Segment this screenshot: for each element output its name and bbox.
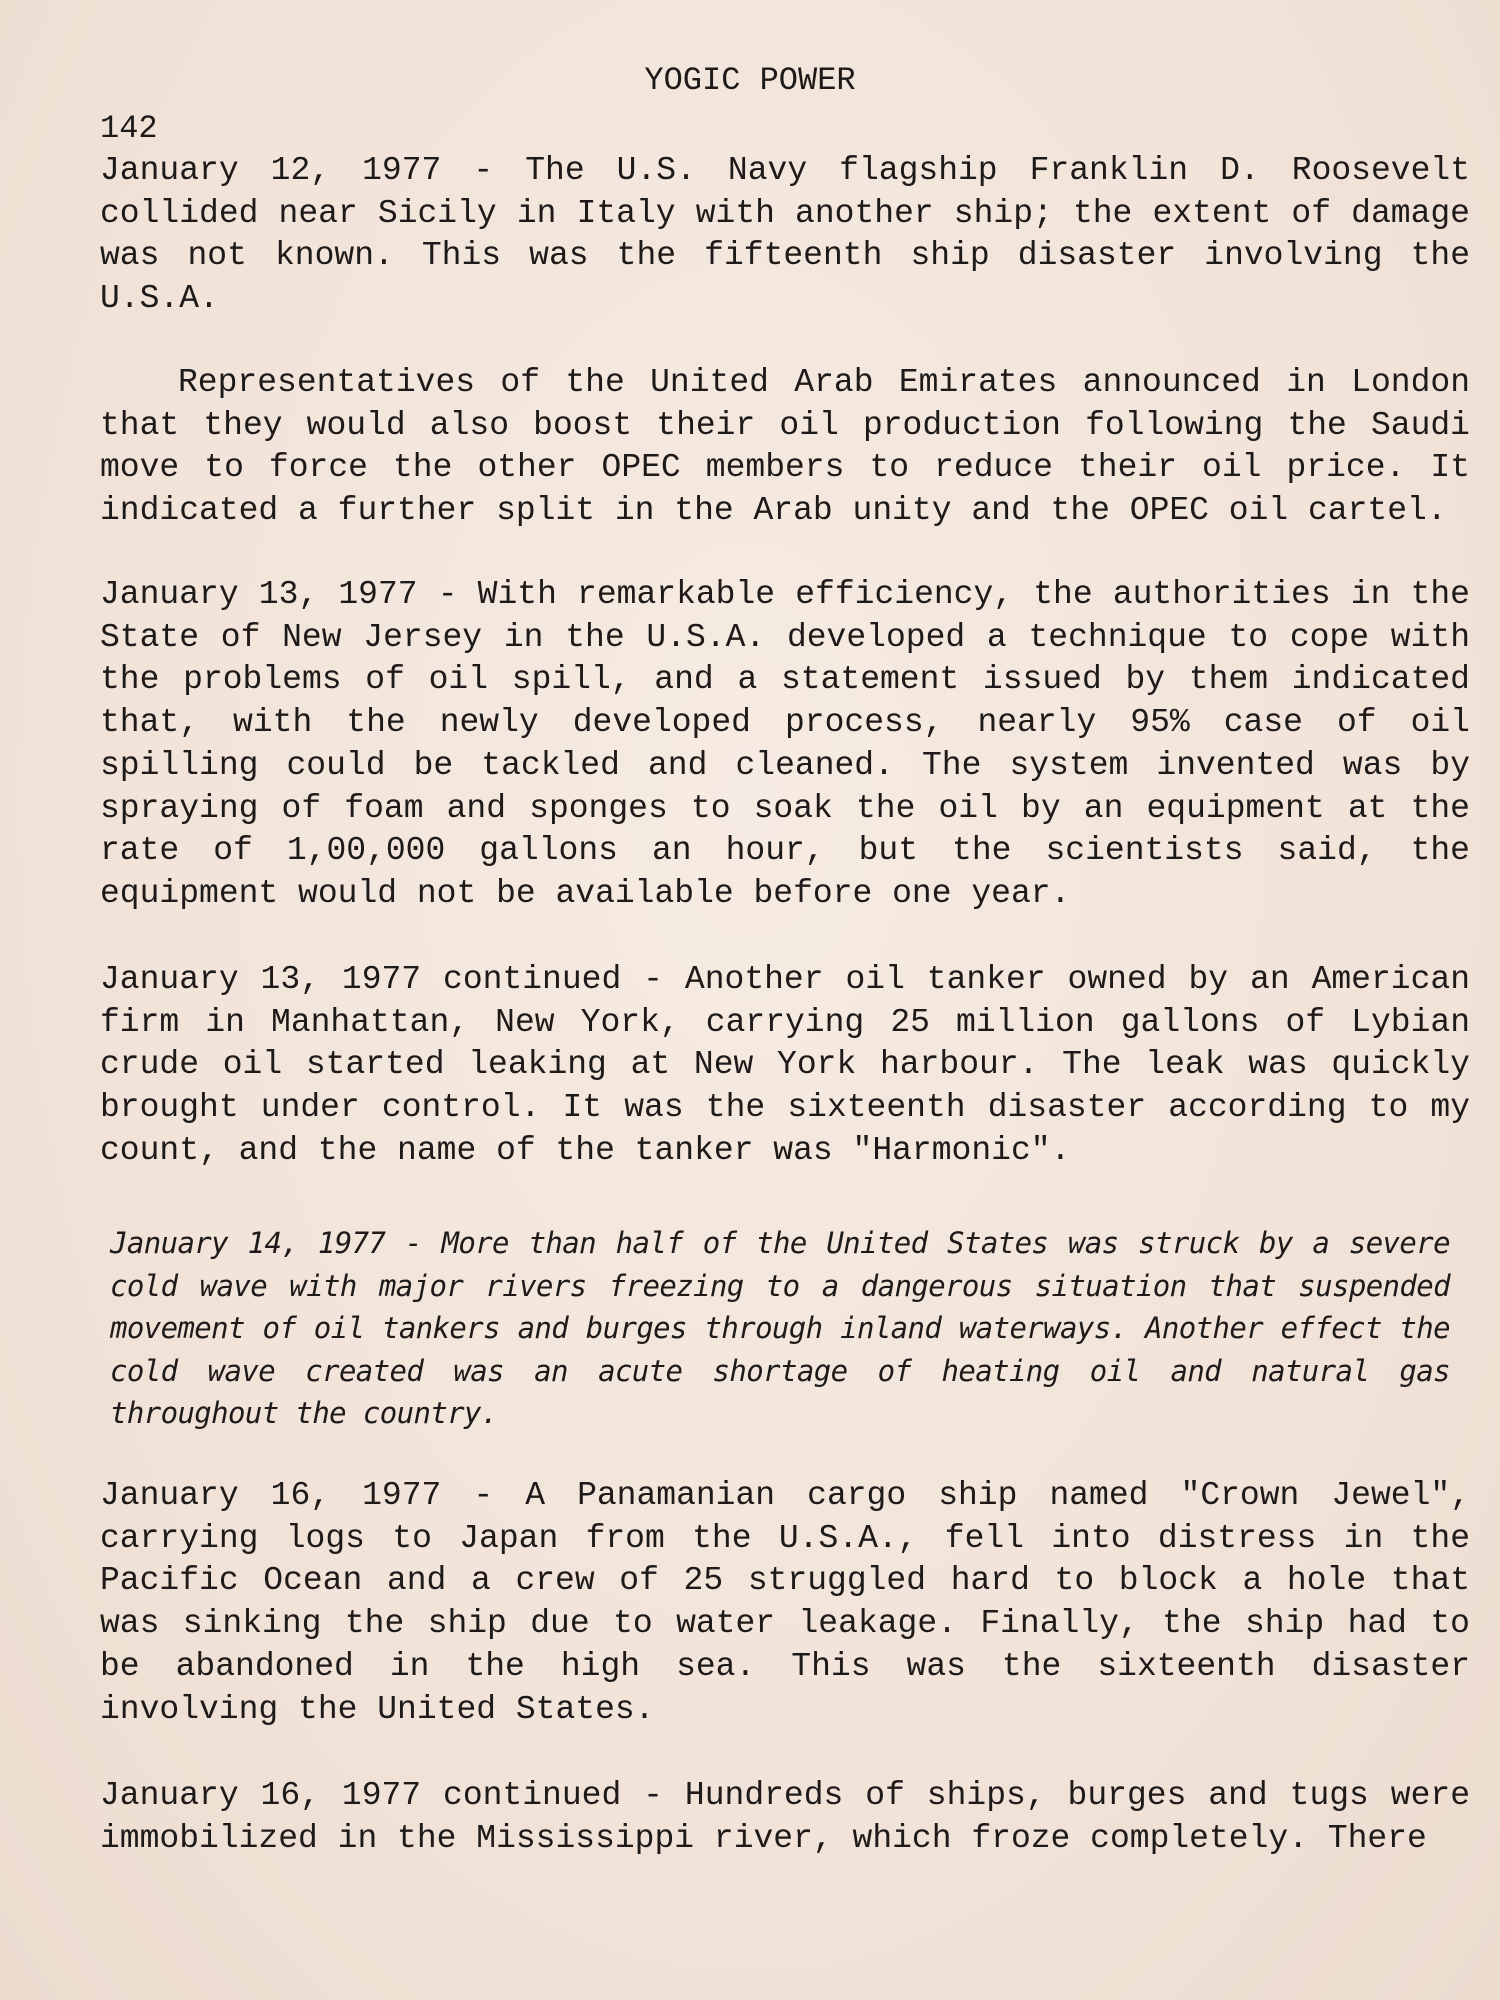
- entry-jan-12: January 12, 1977 - The U.S. Navy flagship Franklin D. Roosevelt collided near Sicily in Italy with another ship; the extent of damage was not known. This was the fifteenth ship disaster involving the U.S.A.: [100, 152, 1470, 318]
- entry-jan-16-continued: January 16, 1977 continued - Hundreds of ships, burges and tugs were immobilized in the Mississippi river, which froze completely. There: [100, 1777, 1470, 1857]
- entry-jan-14: January 14, 1977 - More than half of the United States was struck by a severe cold wave with major rivers freezing to a dangerous situation that suspended movement of oil tankers and burges through inland waterways. Another effect the cold wave created was an acute shortage of heating oil and natural gas throughout the country.: [110, 1226, 1450, 1430]
- entry-jan-13: January 13, 1977 - With remarkable efficiency, the authorities in the State of New Jersey in the U.S.A. developed a technique to cope with the problems of oil spill, and a statement issued by them indicated that, with the newly developed process, nearly 95% case of oil spilling could be tackled and cleaned. The system invented was by spraying of foam and sponges to soak the oil by an equipment at the rate of 1,00,000 gallons an hour, but the scientists said, the equipment would not be available before one year.: [100, 576, 1470, 912]
- entry-jan-16: January 16, 1977 - A Panamanian cargo ship named "Crown Jewel", carrying logs to Japan from the U.S.A., fell into distress in the Pacific Ocean and a crew of 25 struggled hard to block a hole that was sinking the ship due to water leakage. Finally, the ship had to be abandoned in the high sea. This was the sixteenth disaster involving the United States.: [100, 1477, 1470, 1728]
- page-number: 142: [100, 110, 158, 147]
- entry-jan-13-continued: January 13, 1977 continued - Another oil tanker owned by an American firm in Manhattan, New York, carrying 25 million gallons of Lybian crude oil started leaking at New York harbour. The leak was quickly brought under control. It was the sixteenth disaster according to my count, and the name of the tanker was "Harmonic".: [100, 961, 1470, 1169]
- running-title: YOGIC POWER: [644, 62, 856, 99]
- entry-uae-oil: Representatives of the United Arab Emirates announced in London that they would also boost their oil production following the Saudi move to force the other OPEC members to reduce their oil price. It indicated a further split in the Arab unity and the OPEC oil cartel.: [100, 364, 1470, 530]
